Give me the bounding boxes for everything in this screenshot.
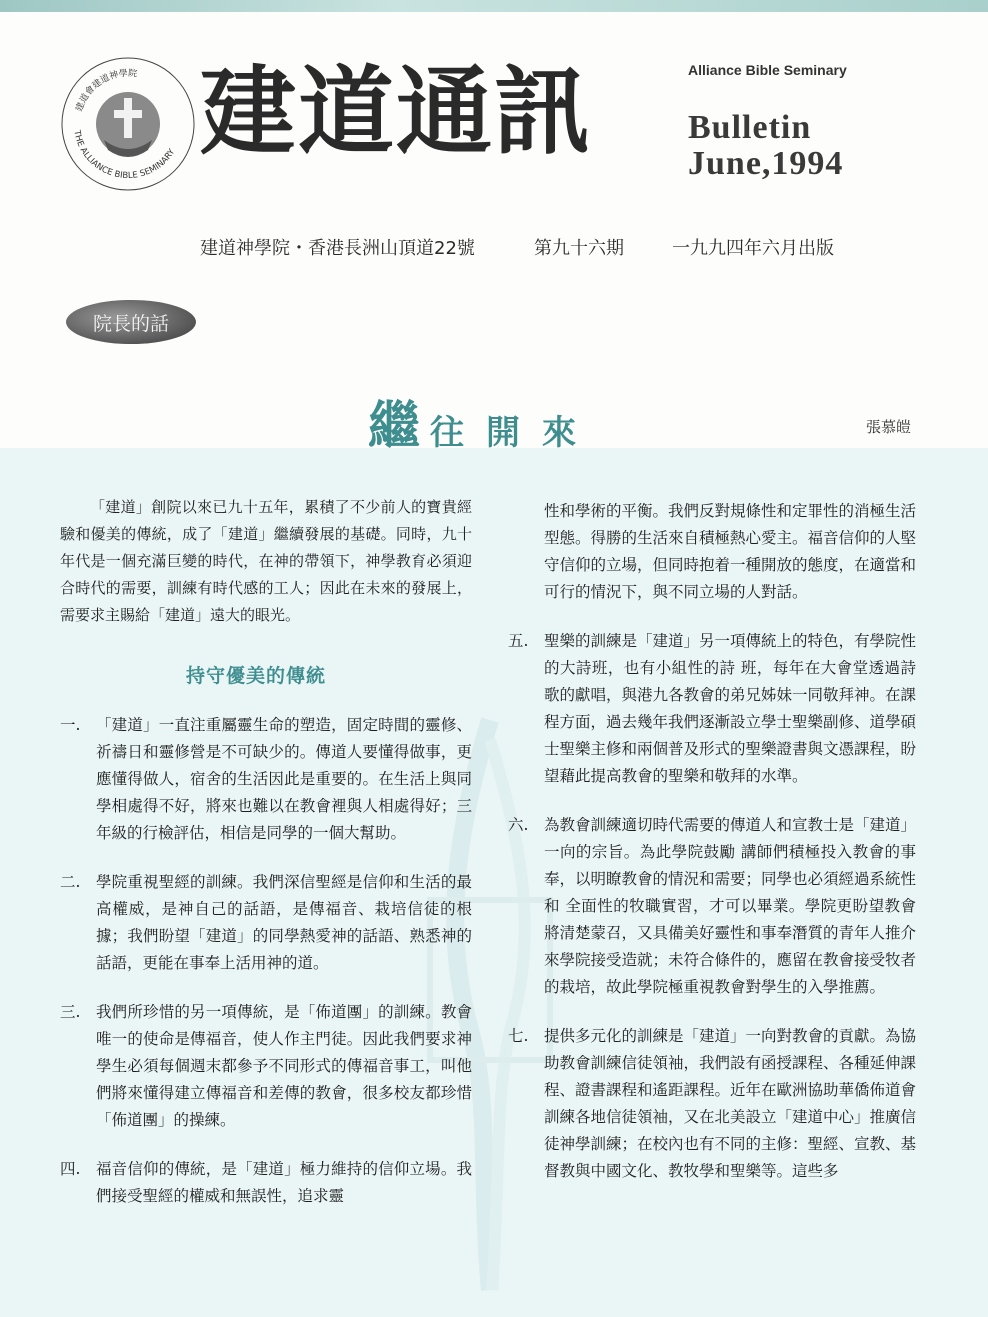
list-item (60, 1156, 472, 1210)
item-number: 六. (508, 816, 529, 834)
item-text: 福音信仰的傳統，是「建道」極力維持的信仰立場。我們接受聖經的權威和無誤性，追求靈 (96, 1160, 472, 1205)
article-author: 張慕皚 (866, 418, 912, 436)
bulletin-issue-en (688, 110, 843, 182)
issue-number: 第九十六期 (534, 238, 624, 259)
item-text: 聖樂的訓練是「建道」另一項傳統上的特色，有學院性的大詩班，也有小組性的詩 班，每年在大會堂透過詩歌的獻唱，與港九各教會的弟兄姊妹一同敬拜神。在課程方面，過去幾年我們逐漸設立學士聖樂副修、道學碩士聖樂主修和兩個普及形式的聖樂證書與文憑課程，盼望藉此提高教會的聖樂和敬拜的水準。 (544, 632, 917, 785)
item-text: 為教會訓練適切時代需要的傳道人和宣教士是「建道」一向的宗旨。為此學院鼓勵 講師們積極投入教會的事奉，以明瞭教會的情況和需要；同學也必須經過系統性和 全面性的牧職實習，才可以畢業。學院更盼望教會將清楚蒙召，又具備美好靈性和事奉潛質的青年人推介來學院接受造就；未符合條件的，應留在教會接受牧者的栽培，故此學院極重視教會對學生的入學推薦。 (544, 816, 917, 996)
intro-paragraph: 「建道」創院以來已九十五年，累積了不少前人的寶貴經驗和優美的傳統，成了「建道」繼續發展的基礎。同時，九十年代是一個充滿巨變的時代，在神的帶領下，神學教育必須迎合時代的需要，訓練有時代感的工人；因此在未來的發展上，需要求主賜給「建道」遠大的眼光。 (60, 498, 472, 624)
article-title-rest: 往開來 (430, 413, 599, 453)
top-border-band (0, 0, 988, 12)
item-number: 二. (60, 873, 81, 891)
item-number: 五. (508, 632, 529, 650)
list-item (508, 1023, 916, 1185)
issue-date-en: June,1994 (688, 145, 844, 182)
bulletin-label: Bulletin (688, 109, 812, 146)
list-item (508, 628, 916, 790)
publish-date: 一九九四年六月出版 (672, 238, 834, 259)
column-label-badge (66, 300, 196, 344)
right-column (508, 498, 916, 1185)
seminary-seal-logo (58, 54, 198, 194)
section-heading: 持守優美的傳統 (185, 665, 326, 687)
list-item (60, 869, 472, 977)
address-line: 建道神學院・香港長洲山頂道22號 (200, 238, 475, 259)
bulletin-title-cn: 建道通訊 (200, 56, 592, 168)
item-text: 學院重視聖經的訓練。我們深信聖經是信仰和生活的最高權威，是神自己的話語，是傳福音、栽培信徒的根據；我們盼望「建道」的同學熱愛神的話語、熟悉神的話語，更能在事奉上活用神的道。 (96, 873, 472, 972)
column-label-text: 院長的話 (92, 312, 169, 335)
svg-text:THE ALLIANCE BIBLE SEMINARY: THE ALLIANCE BIBLE SEMINARY (71, 129, 178, 182)
item-text: 提供多元化的訓練是「建道」一向對教會的貢獻。為協助教會訓練信徒領袖，我們設有函授課程、各種延伸課程、證書課程和遙距課程。近年在歐洲協助華僑佈道會訓練各地信徒領袖，又在北美設立「建道中心」推廣信徒神學訓練；在校內也有不同的主修：聖經、宣教、基督教與中國文化、教牧學和聖樂等。這些多 (544, 1027, 917, 1180)
org-name-en: Alliance Bible Seminary (688, 62, 847, 78)
continuation-paragraph: 性和學術的平衡。我們反對規條性和定罪性的消極生活型態。得勝的生活來自積極熱心愛主。福音信仰的人堅守信仰的立場，但同時抱着一種開放的態度，在適當和可行的情況下，與不同立場的人對話。 (544, 502, 917, 601)
item-text: 我們所珍惜的另一項傳統，是「佈道團」的訓練。教會唯一的使命是傳福音，使人作主門徒。因此我們要求神學生必須每個週末都參予不同形式的傳福音事工，叫他們將來懂得建立傳福音和差傳的教會，很多校友都珍惜「佈道團」的操練。 (96, 1003, 472, 1129)
item-number: 四. (60, 1160, 81, 1178)
article-title (368, 384, 598, 459)
list-item (508, 812, 916, 1001)
article-title-first-char: 繼 (368, 397, 431, 457)
svg-text:建道會建道神學院: 建道會建道神學院 (74, 68, 138, 114)
item-number: 七. (508, 1027, 529, 1045)
list-item (60, 999, 472, 1134)
item-number: 一. (60, 716, 81, 734)
left-column (60, 494, 472, 1210)
page (0, 12, 988, 1317)
item-text: 「建道」一直注重屬靈生命的塑造，固定時間的靈修、祈禱日和靈修營是不可缺少的。傳道人要懂得做事，更應懂得做人，宿舍的生活因此是重要的。在生活上與同學相處得不好，將來也難以在教會裡與人相處得好；三年級的行檢評估，相信是同學的一個大幫助。 (96, 716, 472, 842)
item-number: 三. (60, 1003, 81, 1021)
list-item (60, 712, 472, 847)
